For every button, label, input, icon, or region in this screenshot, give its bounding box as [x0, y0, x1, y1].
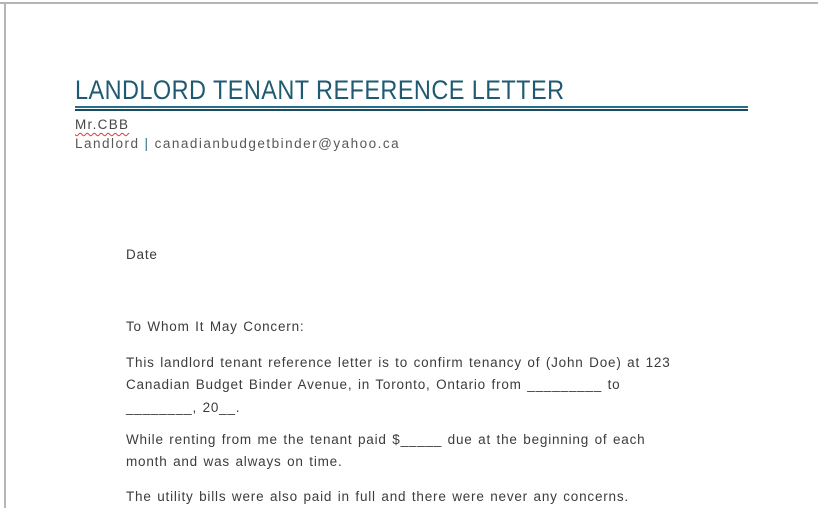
page-border-left: [4, 2, 6, 508]
title-double-rule: [75, 106, 748, 111]
contact-separator: |: [144, 136, 150, 151]
paragraph-rent: [126, 429, 645, 474]
paragraph-utilities: [126, 486, 629, 508]
salutation: To Whom It May Concern:: [126, 319, 305, 334]
date-label: Date: [126, 247, 158, 262]
paragraph-line: Canadian Budget Binder Avenue, in Toronto, Ontario from _________ to: [126, 377, 621, 393]
author-email: canadianbudgetbinder@yahoo.ca: [154, 136, 401, 151]
paragraph-line: While renting from me the tenant paid $_____ due at the beginning of each: [126, 432, 646, 447]
paragraph-line: ________, 20__.: [126, 399, 241, 415]
paragraph-tenancy: [126, 352, 671, 419]
page-border-top: [0, 2, 818, 4]
contact-line: [75, 135, 400, 153]
page-title: LANDLORD TENANT REFERENCE LETTER: [75, 75, 565, 105]
paragraph-line: month and was always on time.: [126, 454, 343, 470]
author-role: Landlord: [75, 136, 140, 151]
paragraph-line: This landlord tenant reference letter is to confirm tenancy of (John Doe) at 123: [126, 355, 671, 370]
paragraph-line: The utility bills were also paid in full and there were never any concerns.: [126, 489, 629, 504]
author-name: Mr.CBB: [75, 117, 130, 132]
